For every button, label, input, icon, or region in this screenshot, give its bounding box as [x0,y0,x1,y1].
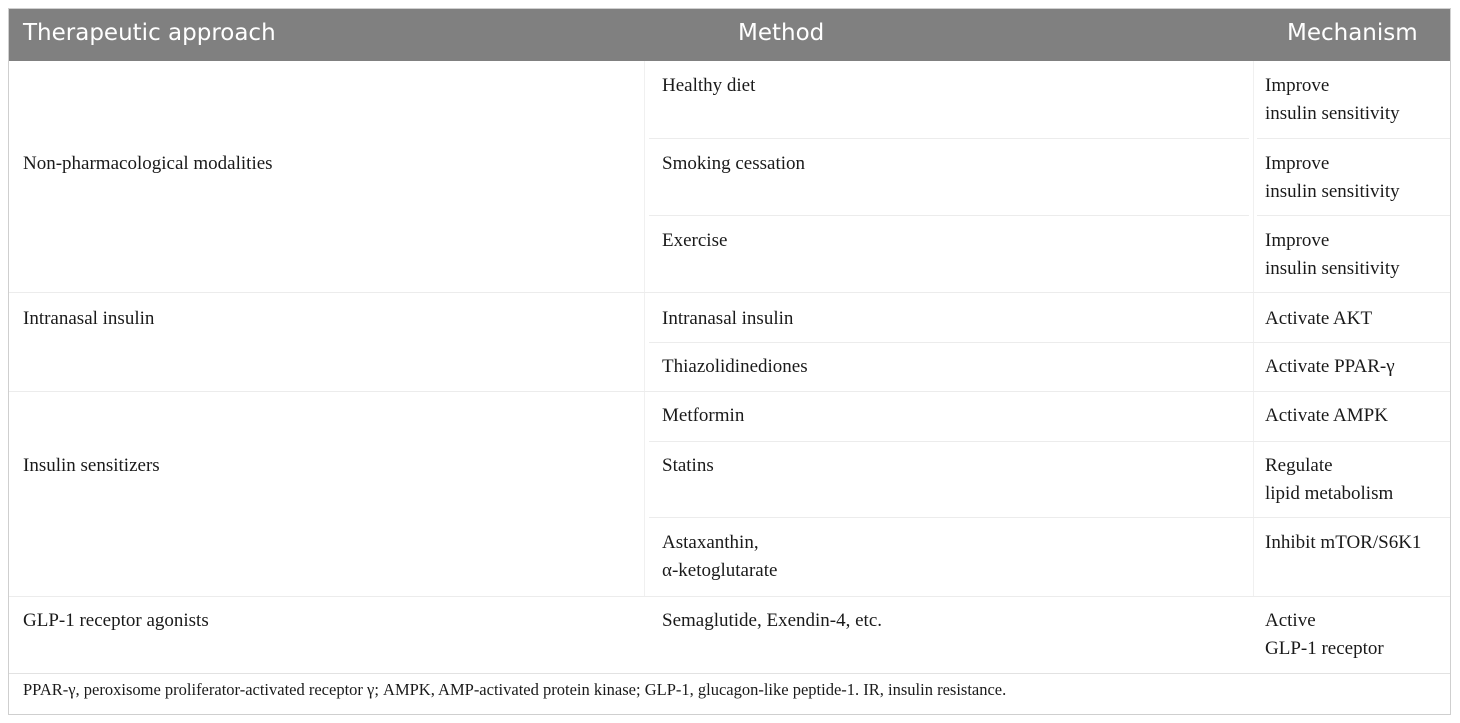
row-divider [1257,215,1451,216]
mechanism-cell: Improve insulin sensitivity [1265,75,1400,124]
method-cell: Exercise [662,230,728,251]
header-therapeutic-approach: Therapeutic approach [23,20,276,46]
mechanism-cell: Inhibit mTOR/S6K1 [1265,532,1422,553]
method-cell: Astaxanthin, α-ketoglutarate [662,532,778,581]
mechanism-cell: Regulate lipid metabolism [1265,455,1394,504]
method-cell: Metformin [662,405,745,426]
header-mechanism: Mechanism [1287,20,1418,46]
row-divider [9,292,1451,293]
mechanism-cell: Improve insulin sensitivity [1265,230,1400,279]
column-divider [644,61,645,596]
column-divider [1253,61,1254,596]
approach-cell: Non-pharmacological modalities [23,153,273,174]
row-divider [649,441,1451,442]
method-cell: Semaglutide, Exendin-4, etc. [662,610,883,631]
row-divider [9,391,1451,392]
header-method: Method [738,20,825,46]
method-cell: Smoking cessation [662,153,806,174]
method-cell: Intranasal insulin [662,308,794,329]
row-divider [1257,138,1451,139]
row-divider [649,342,1451,343]
approach-cell: Insulin sensitizers [23,455,160,476]
approach-cell: Intranasal insulin [23,308,155,329]
table-frame [8,8,1451,715]
method-cell: Healthy diet [662,75,756,96]
approach-cell: GLP-1 receptor agonists [23,610,209,631]
table-footnote: PPAR-γ, peroxisome proliferator-activated receptor γ; AMPK, AMP-activated protein kinase; GLP-1, glucagon-like peptide-1. IR, insulin resistance. [23,680,1007,699]
mechanism-cell: Active GLP-1 receptor [1265,610,1384,659]
mechanism-cell: Activate PPAR-γ [1265,356,1395,377]
method-cell: Thiazolidinediones [662,356,808,377]
row-divider [649,215,1249,216]
method-cell: Statins [662,455,714,476]
mechanism-cell: Activate AKT [1265,308,1373,329]
row-divider [9,596,1451,597]
mechanism-cell: Activate AMPK [1265,405,1388,426]
row-divider [649,138,1249,139]
mechanism-cell: Improve insulin sensitivity [1265,153,1400,202]
table-header [9,9,1450,61]
footnote-divider [9,673,1451,674]
row-divider [649,517,1451,518]
